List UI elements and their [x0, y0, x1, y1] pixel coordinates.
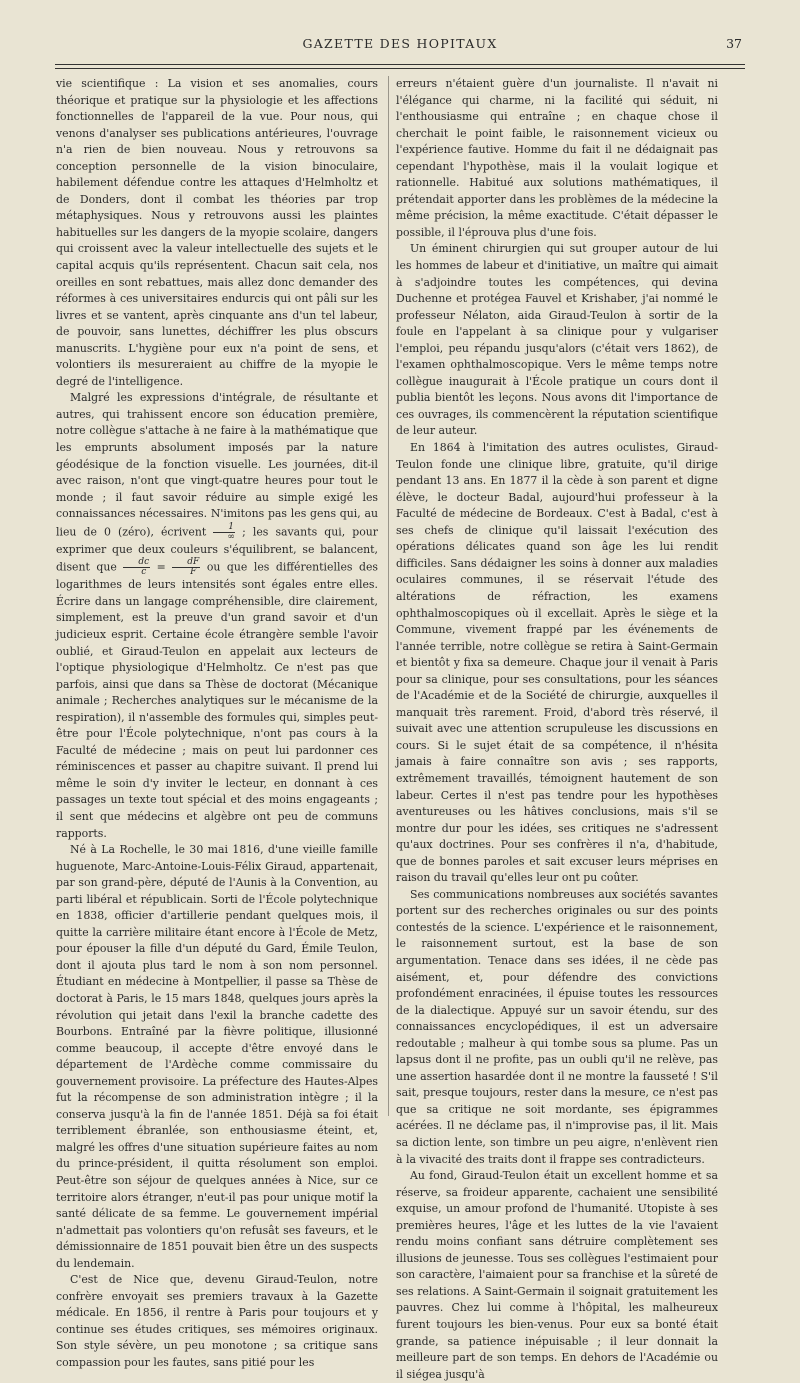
- left-column: [56, 76, 378, 1370]
- fraction-dc-over-c: $\frac{dc}{c}$: [123, 558, 150, 577]
- header-rule-thin: [55, 68, 745, 69]
- page-header: [55, 34, 745, 58]
- paragraph: erreurs n'étaient guère d'un journaliste. Il n'avait ni l'élégance qui charme, ni la facilité qui séduit, ni l'enthousiasme qui entraîne ; en chaque chose il cherchait le point faible, le raisonnement vicieux ou l'expérience fautive. Homme du fait il ne dédaignait pas cependant l'hypothèse, mais il la voulait logique et rationnelle. Habitué aux solutions mathématiques, il prétendait apporter dans les problèmes de la médecine la même précision, la même exactitude. C'était dépasser le possible, il l'éprouva plus d'une fois.: [396, 77, 718, 239]
- journal-title: GAZETTE DES HOPITAUX: [302, 36, 498, 51]
- paragraph: En 1864 à l'imitation des autres oculistes, Giraud-Teulon fonde une clinique libre, gratuite, qu'il dirige pendant 13 ans. En 1877 il la cède à son parent et digne élève, le docteur Badal, aujourd'hui professeur à la Faculté de médecine de Bordeaux. C'est à Badal, c'est à ses chefs de clinique qu'il laissait l'exécution des opérations délicates quand son âge les lui rendit difficiles. Sans dédaigner les soins à donner aux maladies oculaires communes, il se réservait l'étude des altérations de réfraction, les examens ophthalmoscopiques où il excellait. Après le siège et la Commune, vivement frappé par les événements de l'année terrible, notre collègue se retira à Saint-Germain et bientôt y fixa sa demeure. Chaque jour il venait à Paris pour sa clinique, pour ses consultations, pour les séances de l'Académie et de la Société de chirurgie, auxquelles il manquait très rarement. Froid, d'abord très réservé, il suivait avec une attention scrupuleuse les discussions en cours. Si le sujet était de sa compétence, il n'hésita jamais à faire connaître son avis ; ses rapports, extrêmement travaillés, témoignent hautement de son labeur. Certes il n'est pas tendre pour les hypothèses aventureuses ou les hâtives conclusions, mais s'il se montre dur pour les idées, ses critiques ne s'adressent qu'aux doctrines. Pour ses confrères il n'a, d'habitude, que de bonnes paroles et sait excuser leurs méprises en raison du travail qu'elles leur ont pu coûter.: [396, 441, 718, 885]
- paragraph: C'est de Nice que, devenu Giraud-Teulon, notre confrère envoyait ses premiers travaux à la Gazette médicale. En 1856, il rentre à Paris pour toujours et y continue ses études critiques, ses mémoires originaux. Son style sévère, un peu monotone ; sa critique sans compassion pour les fautes, sans pitié pour les: [56, 1273, 378, 1370]
- paragraph: Ses communications nombreuses aux sociétés savantes portent sur des recherches originales ou sur des points contestés de la science. L'expérience et le raisonnement, le raisonnement surtout, est la base de son argumentation. Tenace dans ses idées, il ne cède pas aisément, et, pour défendre des convictions profondément enracinées, il épuise toutes les ressources de la dialectique. Appuyé sur un savoir étendu, sur des connaissances encyclopédiques, il est un adversaire redoutable ; malheur à qui tombe sous sa plume. Pas un lapsus dont il ne profite, pas un oubli qu'il ne relève, pas une assertion hasardée dont il ne montre la fausseté ! S'il sait, presque toujours, rester dans la mesure, ce n'est pas que sa critique ne soit mordante, ses épigrammes acérées. Il ne déclame pas, il n'improvise pas, il lit. Mais sa diction lente, son timbre un peu aigre, n'enlèvent rien à la vivacité des traits dont il frappe ses contradicteurs.: [396, 887, 718, 1166]
- fraction-dF-over-F: $\frac{dF}{F}$: [172, 558, 200, 577]
- fraction-one-over-infinity: $\frac{1}{\infty}$: [213, 523, 235, 542]
- paragraph-text: ou que les différentielles des logarithmes de leurs intensités sont égales entre elles. Écrire dans un langage compréhensible, dire clairement, simplement, est la preuve d'un grand savoir et d'un judicieux esprit. Certaine école étrangère semble l'avoir oublié, et Giraud-Teulon en appelait aux lecteurs de l'optique physiologique d'Helmholtz. Ce n'est pas que parfois, ainsi que dans sa Thèse de doctorat (Mécanique animale ; Recherches analytiques sur le mécanisme de la respiration), il n'assemble des formules qui, simples peut-être pour l'École polytechnique, n'ont pas cours à la Faculté de médecine ; mais on peut lui pardonner ces réminiscences et passer au chapitre suivant. Il prend lui même le soin d'y inviter le lecteur, en donnant à ces passages un texte tout spécial et des moins engageants ; il sent que médecins et algèbre ont peu de communs rapports.: [56, 560, 378, 840]
- paragraph: Né à La Rochelle, le 30 mai 1816, d'une vieille famille huguenote, Marc-Antoine-Louis-Félix Giraud, appartenait, par son grand-père, député de l'Aunis à la Convention, au parti libéral et républicain. Sorti de l'École polytechnique en 1838, officier d'artillerie pendant quelques mois, il quitte la carrière militaire étant encore à l'École de Metz, pour épouser la fille d'un député du Gard, Émile Teulon, dont il ajouta plus tard le nom à son nom personnel. Étudiant en médecine à Montpellier, il passe sa Thèse de doctorat à Paris, le 15 mars 1848, quelques jours après la révolution qui jetait dans l'exil la branche cadette des Bourbons. Entraîné par la fièvre politique, illusionné comme beaucoup, il accepte d'être envoyé dans le département de l'Ardèche comme commissaire du gouvernement provisoire. La préfecture des Hautes-Alpes fut la récompense de son administration intègre ; il la conserva jusqu'à la fin de l'année 1851. Déjà sa foi était terriblement ébranlée, son enthousiasme éteint, et, malgré les offres d'une situation supérieure faites au nom du prince-président, il quitta résolument son emploi. Peut-être son séjour de quelques années à Nice, sur ce territoire alors étranger, n'eut-il pas pour unique motif la santé délicate de sa femme. Le gouvernement impérial n'admettait pas volontiers qu'on refusât ses faveurs, et le démissionnaire de 1851 pouvait bien être un des suspects du lendemain.: [56, 843, 378, 1270]
- paragraph: vie scientifique : La vision et ses anomalies, cours théorique et pratique sur la physiologie et les affections fonctionnelles de l'appareil de la vue. Pour nous, qui venons d'analyser ses publications antérieures, l'ouvrage n'a rien de bien nouveau. Nous y retrouvons sa conception personnelle de la vision binoculaire, habilement défendue contre les attaques d'Helmholtz et de Donders, dont il combat les théories par trop métaphysiques. Nous y retrouvons aussi les plaintes habituelles sur les dangers de la myopie scolaire, dangers qui croissent avec la valeur intellectuelle des sujets et le capital acquis qu'ils représentent. Chacun sait cela, nos oreilles en sont rebattues, mais allez donc demander des réformes à ces universitaires endurcis qui ont pâli sur les livres et se vantent, après cinquante ans d'un tel labeur, de pouvoir, sans lunettes, déchiffrer les plus obscurs manuscrits. L'hygiène pour eux n'a point de sens, et volontiers ils mesureraient au chiffre de la myopie le degré de l'intelligence.: [56, 77, 378, 388]
- paragraph: Un éminent chirurgien qui sut grouper autour de lui les hommes de labeur et d'initiative, un maître qui aimait à s'adjoindre toutes les compétences, qui devina Duchenne et protégea Fauvel et Krishaber, j'ai nommé le professeur Nélaton, aida Giraud-Teulon à sortir de la foule en l'appelant à sa clinique pour y vulgariser l'emploi, peu répandu jusqu'alors (c'était vers 1862), de l'examen ophthalmoscopique. Vers le même temps notre collègue inaugurait à l'École pratique un cours dont il publia bientôt les leçons. Nous avons dit l'importance de ces ouvrages, ils commencèrent la réputation scientifique de leur auteur.: [396, 242, 718, 438]
- header-rule-thick: [55, 64, 745, 65]
- paragraph: Au fond, Giraud-Teulon était un excellent homme et sa réserve, sa froideur apparente, cachaient une sensibilité exquise, un amour profond de l'humanité. Utopiste à ses premières heures, l'âge et les luttes de la vie l'avaient rendu moins confiant sans détruire complètement ses illusions de jeunesse. Tous ses collègues l'estimaient pour son caractère, l'aimaient pour sa franchise et la sûreté de ses relations. A Saint-Germain il soignait gratuitement les pauvres. Chez lui comme à l'hôpital, les malheureux furent toujours les bien-venus. Pour eux sa bonté était grande, sa patience inépuisable ; il leur donnait la meilleure part de son temps. En dehors de l'Académie ou il siégea jusqu'à: [396, 1169, 718, 1381]
- right-column: [396, 76, 718, 1381]
- column-divider: [388, 76, 389, 1116]
- paragraph: Malgré les expressions d'intégrale, de résultante et autres, qui trahissent encore son éducation première, notre collègue s'attache à ne faire à la mathématique que les emprunts absolument imposés par la nature géodésique de la fonction visuelle. Les journées, dit-il avec raison, n'ont que vingt-quatre heures pour tout le monde ; il faut savoir réduire au simple exigé les connaissances nécessaires. N'imitons pas les gens qui, au lieu de 0 (zéro), écrivent $\frac{1}{\infty}$ ; les savants qui, pour exprimer que deux couleurs s'équilibrent, se balancent, disent que $\frac{dc}{c}$ = $\frac{dF}{F}$ ou que les différentielles des logarithmes de leurs intensités sont égales entre elles. Écrire dans un langage compréhensible, dire clairement, simplement, est la preuve d'un grand savoir et d'un judicieux esprit. Certaine école étrangère semble l'avoir oublié, et Giraud-Teulon en appelait aux lecteurs de l'optique physiologique d'Helmholtz. Ce n'est pas que parfois, ainsi que dans sa Thèse de doctorat (Mécanique animale ; Recherches analytiques sur le mécanisme de la respiration), il n'assemble des formules qui, simples peut-être pour l'École polytechnique, n'ont pas cours à la Faculté de médecine ; mais on peut lui pardonner ces réminiscences et passer au chapitre suivant. Il prend lui même le soin d'y inviter le lecteur, en donnant à ces passages un texte tout spécial et des moins engageants ; il sent que médecins et algèbre ont peu de communs rapports.: [56, 391, 378, 840]
- paragraph-text: Malgré les expressions d'intégrale, de résultante et autres, qui trahissent encore son éducation première, notre collègue s'attache à ne faire à la mathématique que les emprunts absolument imposés par la nature géodésique de la fonction visuelle. Les journées, dit-il avec raison, n'ont que vingt-quatre heures pour tout le monde ; il faut savoir réduire au simple exigé les connaissances nécessaires. N'imitons pas les gens qui, au lieu de 0 (zéro), écrivent: [56, 391, 378, 539]
- page-number: 37: [726, 36, 742, 51]
- paragraph-text: ; les savants qui, pour exprimer que deux couleurs s'équilibrent, se balancent, disent que: [56, 525, 378, 574]
